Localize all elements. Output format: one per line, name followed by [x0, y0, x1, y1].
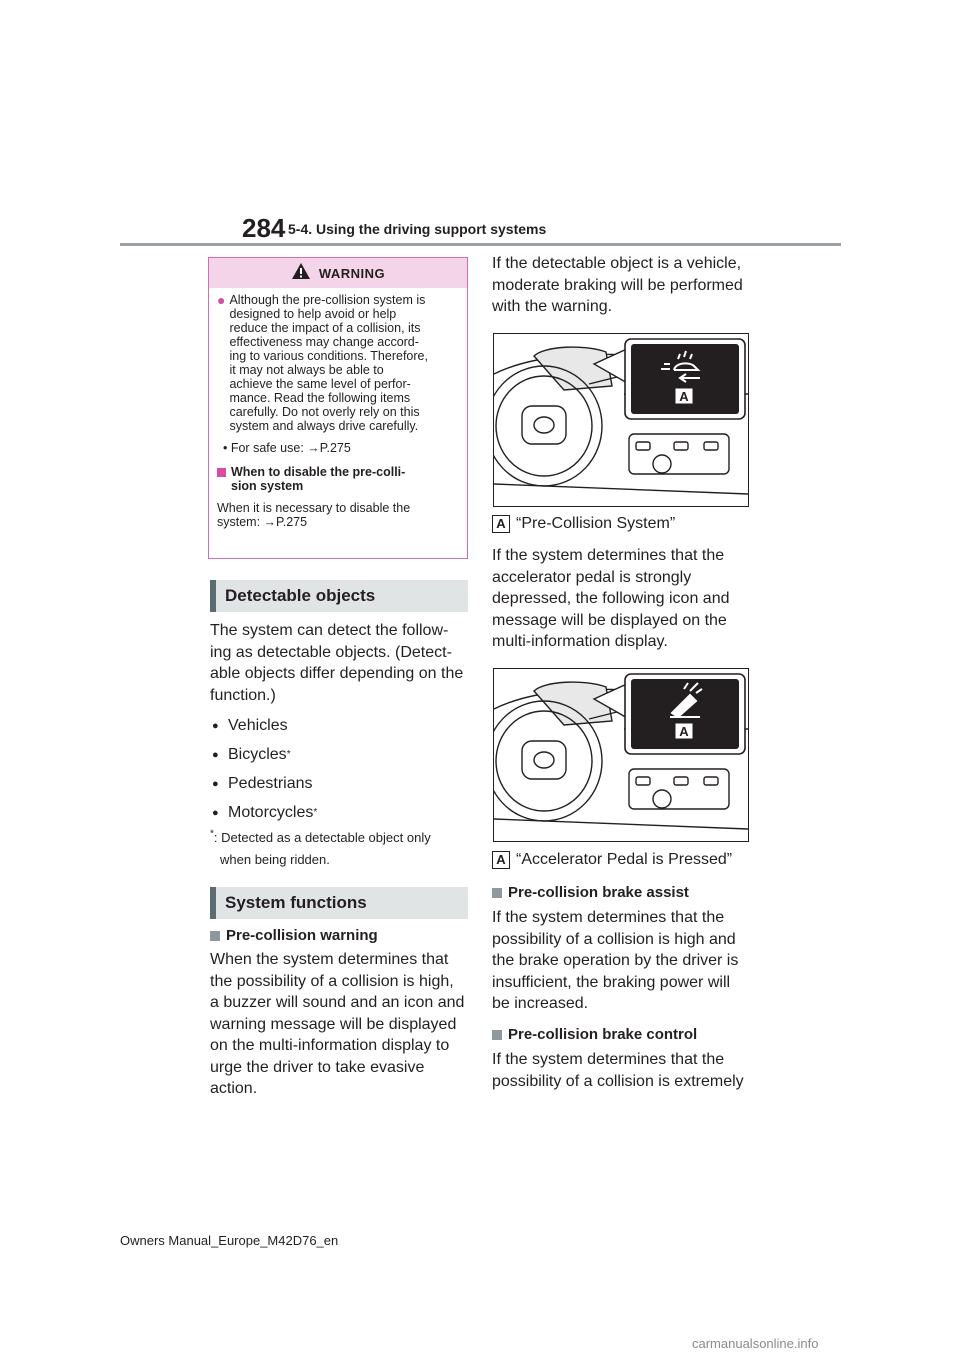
list-item-label: Motorcycles — [228, 803, 314, 821]
text-line: warning message will be displayed — [210, 1015, 457, 1033]
text-line: the brake operation by the driver is — [492, 952, 739, 969]
warning-line: ing to various conditions. Therefore, — [229, 349, 428, 363]
square-bullet-icon — [210, 931, 220, 941]
caption-accelerator-pedal — [492, 851, 732, 869]
list-item — [212, 711, 317, 740]
caption-text: “Accelerator Pedal is Pressed” — [516, 851, 733, 868]
footnote-line: : Detected as a detectable object only — [213, 830, 431, 845]
list-item: ● Bicycles * — [212, 745, 291, 763]
warning-line: Although the pre-collision system is — [229, 293, 426, 307]
text-line: multi-information display. — [492, 633, 668, 650]
caption-text: “Pre-Collision System” — [516, 515, 676, 532]
square-bullet-icon — [217, 468, 226, 477]
text-line: a buzzer will sound and an icon and — [210, 994, 465, 1011]
text-line: accelerator pedal is strongly — [492, 568, 692, 586]
safe-use-reference[interactable]: • For safe use: →P.275 — [223, 441, 351, 455]
warning-header — [209, 258, 467, 288]
page-number: 284 — [242, 213, 286, 243]
text-line: depressed, the following icon and — [492, 590, 730, 607]
warning-subheading — [217, 465, 459, 493]
accelerator-text — [492, 545, 752, 653]
subheading-label: Pre-collision brake control — [508, 1026, 698, 1043]
disable-reference[interactable] — [217, 501, 459, 529]
detectable-list — [212, 711, 317, 827]
bullet-dot-icon: ● — [212, 806, 219, 819]
list-item: ● Motorcycles * — [212, 803, 318, 821]
subheading-label: Pre-collision brake assist — [508, 884, 689, 901]
warning-bullet — [217, 293, 459, 433]
footnote-line: when being ridden. — [220, 852, 330, 867]
footer-text: Owners Manual_Europe_M42D76_en — [120, 1233, 339, 1248]
footnote — [210, 827, 431, 871]
subheading-brake-control — [492, 1026, 697, 1043]
text-line: message will be displayed on the — [492, 611, 727, 629]
subheading-pre-collision-warning — [210, 927, 378, 944]
callout-label: A — [492, 515, 510, 533]
subheading-line: When to disable the pre-colli- — [231, 465, 406, 479]
text-line: If the system determines that the — [492, 547, 725, 564]
text-line: possibility of a collision is high and — [492, 930, 736, 948]
warning-line: it may not always be able to — [229, 363, 384, 377]
warning-triangle-icon — [291, 262, 311, 285]
disable-line: When it is necessary to disable the — [217, 501, 411, 515]
list-item-label: Pedestrians — [228, 774, 313, 792]
warning-line: system and always drive carefully. — [229, 419, 419, 433]
subheading-line: sion system — [231, 479, 304, 493]
subheading-label: Pre-collision warning — [226, 927, 378, 944]
vehicle-braking-text — [492, 253, 752, 318]
list-item-label: Bicycles — [228, 745, 287, 763]
subheading-brake-assist — [492, 884, 689, 901]
text-line: possibility of a collision is extremely — [492, 1072, 744, 1090]
text-line: If the detectable object is a vehicle, — [492, 255, 742, 272]
text-line: urge the driver to take evasive — [210, 1058, 425, 1076]
warning-line: carefully. Do not overly rely on this — [229, 405, 420, 419]
svg-text:A: A — [679, 724, 689, 739]
pre-collision-warning-text — [210, 949, 470, 1100]
header-divider — [120, 243, 841, 246]
brake-control-text — [492, 1049, 752, 1092]
detectable-intro — [210, 620, 470, 706]
text-line: with the warning. — [492, 298, 613, 315]
text-line: insufficient, the braking power will — [492, 973, 731, 991]
svg-text:A: A — [679, 389, 689, 404]
text-line: If the system determines that the — [492, 1051, 725, 1068]
list-item-label: Vehicles — [228, 716, 288, 734]
warning-title: WARNING — [318, 265, 386, 281]
section-title: 5-4. Using the driving support systems — [288, 221, 547, 237]
bullet-dot-icon: ● — [217, 292, 226, 308]
warning-line: reduce the impact of a collision, its — [229, 321, 421, 335]
text-line: ing as detectable objects. (Detect- — [210, 643, 452, 661]
bullet-dot-icon: ● — [212, 777, 219, 790]
callout-label: A — [492, 851, 510, 869]
disable-line: system: →P.275 — [217, 515, 308, 529]
text-line: able objects differ depending on the — [210, 665, 464, 682]
warning-line: designed to help avoid or help — [229, 307, 397, 321]
bullet-dot-icon: ● — [212, 748, 219, 761]
dashboard-drawing — [494, 334, 748, 506]
brake-assist-text — [492, 907, 752, 1015]
dashboard-illustration — [493, 668, 749, 842]
footnote-mark: * — [210, 828, 214, 840]
warning-line: effectiveness may change accord- — [229, 335, 419, 349]
list-item — [212, 769, 317, 798]
text-line: the possibility of a collision is high, — [210, 972, 454, 990]
dashboard-drawing — [494, 669, 748, 841]
text-line: action. — [210, 1080, 258, 1097]
text-line: The system can detect the follow- — [210, 622, 449, 639]
warning-line: mance. Read the following items — [229, 391, 411, 405]
warning-box — [208, 257, 468, 559]
text-line: be increased. — [492, 995, 589, 1012]
text-line: When the system determines that — [210, 951, 449, 968]
heading-system-functions: System functions — [210, 887, 468, 919]
square-bullet-icon — [492, 1030, 502, 1040]
watermark: carmanualsonline.info — [692, 1336, 819, 1351]
caption-pre-collision-system — [492, 515, 675, 533]
text-line: If the system determines that the — [492, 909, 725, 926]
bullet-dot-icon: ● — [212, 719, 219, 732]
warning-line: achieve the same level of perfor- — [229, 377, 411, 391]
square-bullet-icon — [492, 888, 502, 898]
text-line: function.) — [210, 686, 276, 704]
text-line: on the multi-information display to — [210, 1037, 450, 1054]
heading-detectable-objects: Detectable objects — [210, 580, 468, 612]
dashboard-illustration — [493, 333, 749, 507]
text-line: moderate braking will be performed — [492, 276, 743, 294]
